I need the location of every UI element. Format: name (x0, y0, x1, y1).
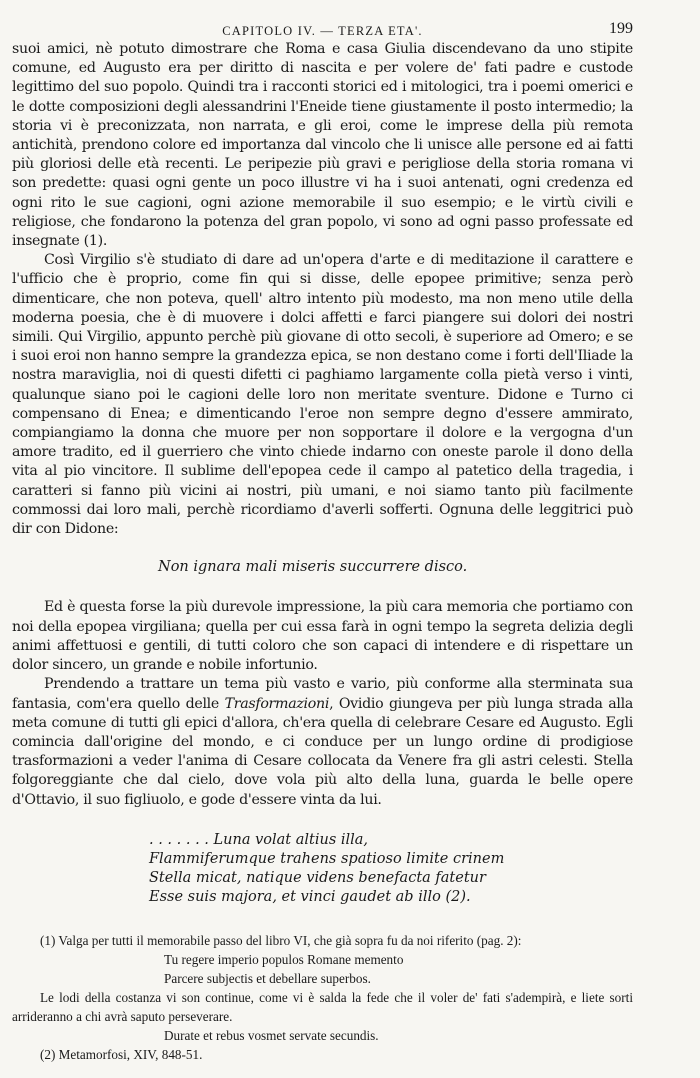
work-title: Trasformazioni (224, 695, 330, 712)
footnotes (12, 931, 633, 1064)
verse-line: Flammiferumque trahens spatioso limite crinem (149, 850, 505, 867)
chapter-title: CAPITOLO IV. — TERZA ETA'. (222, 24, 423, 38)
footnote-1: (1) Valga per tutti il memorabile passo del libro VI, che già sopra fu da noi riferito (pag. 2): (40, 932, 522, 948)
latin-quote: Non ignara mali miseris succurrere disco. (158, 559, 468, 576)
paragraph-2: Così Virgilio s'è studiato di dare ad un'opera d'arte e di meditazione il carattere e l'ufficio che è proprio, come fin qui si disse, delle epopee primitive; senza però dimenticare, che non poteva, quell' altro intento più modesto, ma non meno utile della moderna poesia, che è di muovere i dolci affetti e farci piangere sui dolori dei nostri simili. Qui Virgilio, appunto perchè più giovane di otto secoli, è superiore ad Omero; e se i suoi eroi non hanno sempre la grandezza epica, se non destano come i forti dell'Iliade la nostra maraviglia, noi di questi difetti ci paghiamo largamente colla pietà verso i vinti, qualunque siano poi le cagioni delle loro non meritate sventure. Didone e Turno ci compensano di Enea; e dimenticando l'eroe non sempre degno d'essere ammirato, compiangiamo la donna che muore per non sopportare il dolore e la vergogna d'un amore tradito, ed il guerriero che vinto chiede indarno con oneste parole il dono della vita al pio vincitore. Il sublime dell'epopea cede il campo al patetico della tragedia, i caratteri si fanno più vicini ai nostri, più umani, e noi siamo tanto più facilmente commossi dai loro mali, perchè ricordiamo d'averli sofferti. Ognuna delle leggitrici può dir con Didone: (12, 252, 633, 538)
paragraph-3: Ed è questa forse la più durevole impressione, la più cara memoria che portiamo con noi della epopea virgiliana; quella per cui essa farà in ogni tempo la segreta delizia degli animi affettuosi e gentili, di tutti coloro che son capaci di intendere e di rispettare un dolor sincero, un grande e nobile infortunio. (12, 599, 633, 674)
paragraph-4 (12, 675, 633, 809)
paragraph-4-start: Prendendo a trattare un tema più vasto e vario, più conforme alla sterminata sua fantasia, com'era quello delle (12, 676, 633, 712)
footnote-verse: Parcere subjectis et debellare superbos. (164, 970, 371, 986)
footnote-verse: Durate et rebus vosmet servate secundis. (164, 1027, 379, 1043)
footnote-1-continuation: Le lodi della costanza vi son continue, come vi è salda la fede che il voler de' fati s'adempirà, e liete sorti arrideranno a chi avrà saputo perseverare. (12, 989, 633, 1024)
verse-block (149, 831, 633, 907)
running-header (12, 18, 633, 40)
verse-line: . . . . . . . Luna volat altius illa, (149, 831, 369, 848)
verse-line: Esse suis majora, et vinci gaudet ab illo (2). (149, 888, 471, 905)
footnote-2: (2) Metamorfosi, XIV, 848-51. (40, 1046, 203, 1062)
paragraph-1: suoi amici, nè potuto dimostrare che Roma e casa Giulia discendevano da uno stipite comune, ed Augusto era per diritto di nascita e per volere de' fati padre e custode legittimo del suo popolo. Quindi tra i racconti storici ed i mitologici, tra i poemi omerici e le dotte composizioni degli alessandrini l'Eneide tiene giustamente il posto intermedio; la storia vi è preconizzata, non narrata, e gli eroi, come le imprese della più remota antichità, prendono colore ed importanza dal vincolo che li unisce alle persone ed ai fatti più gloriosi delle età recenti. Le peripezie più gravi e perigliose della storia romana vi son predette: quasi ogni gente un poco illustre vi ha i suoi antenati, ogni credenza ed ogni rito le sue cagioni, ogni azione memorabile il suo esempio; e le virtù civili e religiose, che fondarono la potenza del gran popolo, vi sono ad ogni passo professate ed insegnate (1). (12, 41, 633, 250)
footnote-verse: Tu regere imperio populos Romane memento (164, 951, 404, 967)
main-text (12, 40, 633, 907)
page-number: 199 (609, 20, 633, 37)
verse-line: Stella micat, natique videns benefacta fatetur (149, 869, 486, 886)
paragraph-4-end: , Ovidio giungeva per più lunga strada alla meta comune di tutti gli epici d'allora, ch'era quella di celebrare Cesare ed Augusto. Egli comincia dall'origine del mondo, e ci conduce per un lungo ordine di prodigiose trasformazioni a veder l'anima di Cesare collocata da Venere fra gli astri celesti. Stella folgoreggiante che dal cielo, dove vola più alto della luna, guarda le belle opere d'Ottavio, il suo figliuolo, e gode d'essere vinta da lui. (12, 695, 633, 808)
book-page (12, 18, 633, 1064)
